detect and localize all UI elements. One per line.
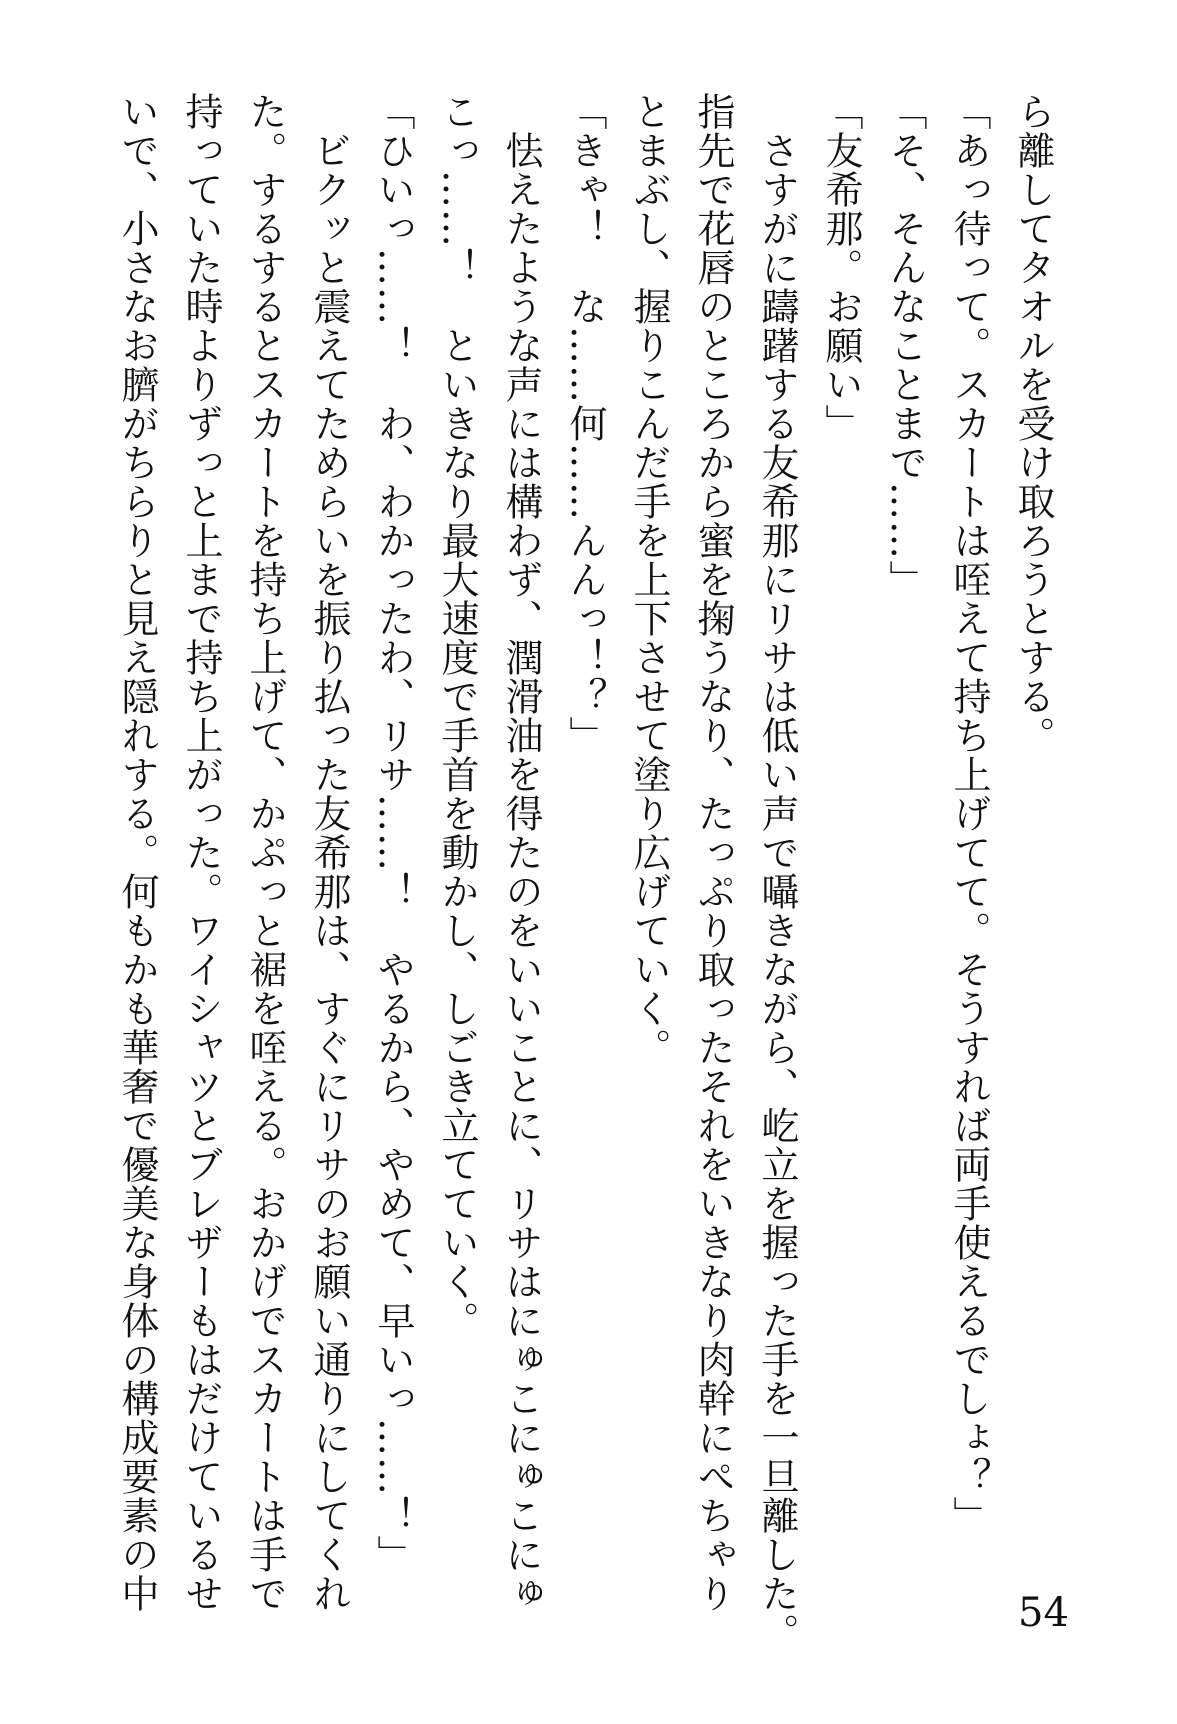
page-number: 54 — [1018, 1590, 1069, 1636]
text-line: 持っていた時よりずっと上まで持ち上がった。ワイシャツとブレザーもはだけているせ — [179, 92, 223, 1613]
text-line: 「ひいっ……！ わ、わかったわ、リサ……！ やるから、やめて、早いっ……！」 — [371, 92, 415, 1574]
vertical-text-block — [105, 92, 1065, 1652]
text-line: 「友希那。お願い」 — [819, 92, 863, 443]
text-line: さすがに躊躇する友希那にリサは低い声で囁きながら、屹立を握った手を一旦離した。 — [755, 92, 799, 1652]
text-line: ら離してタオルを受け取ろうとする。 — [1011, 92, 1055, 755]
text-line: ビクッと震えてためらいを振り払った友希那は、すぐにリサのお願い通りにしてくれ — [307, 92, 351, 1613]
text-line: 「きゃ！ な……何……んんっ！？」 — [563, 92, 607, 755]
text-line: 「あっ待って。スカートは咥えて持ち上げてて。そうすれば両手使えるでしょ？」 — [947, 92, 991, 1535]
text-line: こっ……！ といきなり最大速度で手首を動かし、しごき立てていく。 — [435, 92, 479, 1340]
text-line: 怯えたような声には構わず、潤滑油を得たのをいいことに、リサはにゅこにゅこにゅ — [499, 92, 543, 1613]
text-line: 指先で花唇のところから蜜を掬うなり、たっぷり取ったそれをいきなり肉幹にぺちゃり — [691, 92, 735, 1613]
text-line: た。するするとスカートを持ち上げて、かぷっと裾を咥える。おかげでスカートは手で — [243, 92, 287, 1613]
text-line: 「そ、そんなことまで……」 — [883, 92, 927, 599]
text-line: とまぶし、握りこんだ手を上下させて塗り広げていく。 — [627, 92, 671, 1067]
text-line: いで、小さなお臍がちらりと見え隠れする。何もかも華奢で優美な身体の構成要素の中 — [115, 92, 159, 1613]
